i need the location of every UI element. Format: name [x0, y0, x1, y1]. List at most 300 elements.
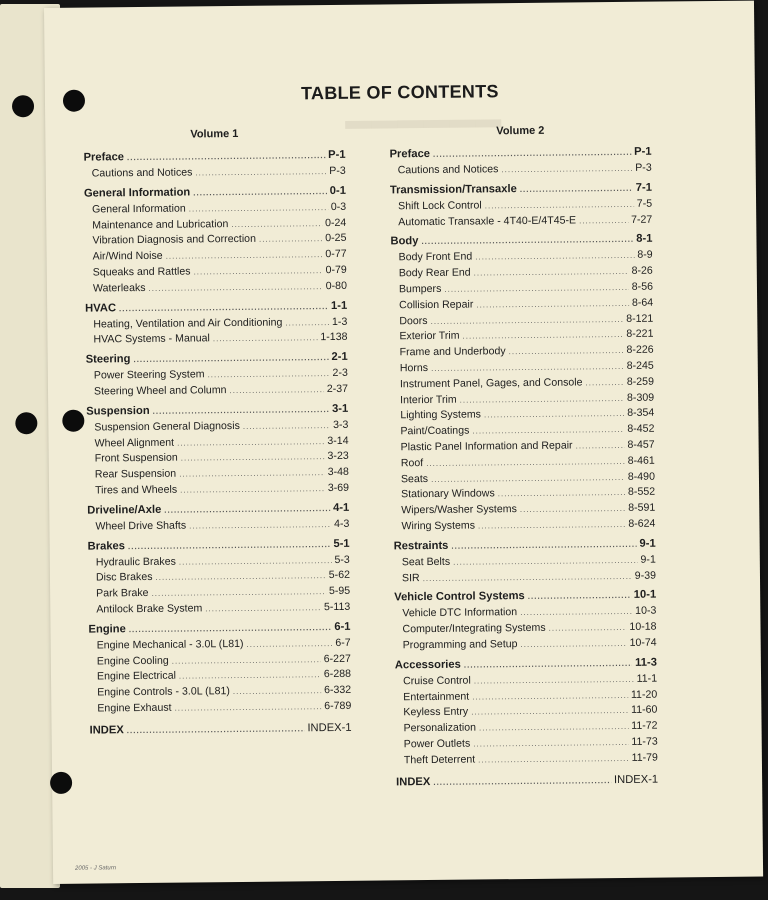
- entry-label: General Information: [83, 186, 191, 200]
- toc-entry: [395, 636, 657, 655]
- section-heading: [88, 535, 350, 555]
- page-number: 4-3: [334, 517, 350, 530]
- page-number: 6-789: [324, 699, 352, 713]
- leader-dots: [285, 316, 329, 331]
- leader-dots: [471, 704, 628, 720]
- page-number: 8-64: [631, 296, 654, 309]
- page-number: 6-332: [323, 683, 352, 697]
- binder-hole-1: [12, 95, 34, 117]
- entry-label: Wheel Drive Shafts: [95, 519, 187, 533]
- page-number: 8-461: [627, 454, 655, 467]
- entry-label: Antilock Brake System: [96, 602, 203, 616]
- leader-dots: [484, 407, 624, 423]
- entry-label: Seats: [400, 472, 429, 485]
- leader-dots: [585, 376, 623, 391]
- entry-label: Hydraulic Brakes: [95, 555, 176, 569]
- entry-label: Transmission/Transaxle: [389, 182, 517, 197]
- toc-entry: [86, 433, 348, 452]
- page-number: 1-1: [330, 299, 348, 312]
- entry-label: INDEX: [396, 775, 431, 788]
- toc-entry: [393, 517, 655, 536]
- entry-label: Cautions and Notices: [91, 166, 193, 180]
- page-number: 8-452: [627, 422, 655, 436]
- leader-dots: [498, 486, 625, 502]
- section-heading: [86, 401, 348, 421]
- leader-dots: [174, 700, 321, 716]
- entry-label: Shift Lock Control: [398, 199, 482, 213]
- show-through-shadow: ▬▬▬▬▬▬: [345, 103, 502, 135]
- leader-dots: [189, 518, 331, 534]
- toc-section-preface: [389, 144, 651, 180]
- leader-dots: [259, 232, 322, 247]
- toc-section-preface: [83, 147, 345, 183]
- toc-entry: [84, 164, 346, 183]
- entry-label: Power Outlets: [403, 737, 471, 751]
- toc-entry: [87, 517, 349, 536]
- entry-label: Plastic Panel Information and Repair: [400, 439, 573, 454]
- toc-entry: [393, 453, 655, 472]
- page-number: 6-7: [335, 636, 351, 649]
- page-number: INDEX-1: [307, 721, 352, 734]
- entry-label: Frame and Underbody: [399, 345, 506, 359]
- page-number: 3-14: [327, 434, 349, 447]
- toc-entry: [88, 600, 350, 619]
- page-number: 5-3: [334, 553, 350, 566]
- page-number: 2-3: [332, 367, 348, 380]
- entry-label: Engine Electrical: [96, 669, 176, 683]
- page-number: 6-1: [334, 620, 351, 633]
- entry-label: INDEX: [89, 723, 124, 737]
- entry-label: Doors: [399, 314, 428, 327]
- toc-entry: [89, 651, 351, 670]
- entry-label: Tires and Wheels: [94, 483, 178, 497]
- entry-label: HVAC: [85, 301, 117, 315]
- entry-label: Preface: [389, 147, 431, 161]
- entry-label: Instrument Panel, Gages, and Console: [399, 376, 583, 391]
- toc-section-body: [390, 231, 655, 535]
- leader-dots: [433, 772, 611, 792]
- entry-label: Accessories: [394, 658, 461, 672]
- toc-entry: [392, 343, 654, 362]
- leader-dots: [133, 350, 328, 368]
- toc-entry: [393, 469, 655, 488]
- entry-label: Lighting Systems: [400, 408, 482, 422]
- entry-label: HVAC Systems - Manual: [93, 332, 210, 346]
- toc-entry: [87, 449, 349, 468]
- leader-dots: [485, 198, 634, 214]
- toc-section-driveline-axle: [87, 500, 349, 536]
- toc-section-transmission-transaxle: [390, 179, 652, 230]
- leader-dots: [528, 588, 631, 605]
- leader-dots: [193, 264, 322, 280]
- binder-hole-5: [50, 772, 72, 794]
- section-heading: [394, 535, 656, 555]
- page-number: 8-490: [627, 470, 655, 483]
- leader-dots: [479, 720, 628, 736]
- volume-heading: Volume 2: [496, 124, 545, 138]
- leader-dots: [501, 162, 632, 178]
- entry-label: Suspension General Diagnosis: [94, 419, 240, 434]
- leader-dots: [164, 501, 330, 519]
- page-number: 0-25: [325, 232, 347, 245]
- toc-entry: [84, 215, 346, 234]
- toc-entry: [86, 418, 348, 437]
- entry-label: SIR: [401, 571, 420, 584]
- entry-label: Stationary Windows: [401, 487, 495, 501]
- entry-label: Body Front End: [398, 250, 473, 264]
- page-number: 1-138: [320, 331, 348, 344]
- leader-dots: [451, 537, 636, 555]
- toc-entry: [88, 552, 350, 571]
- volume-2-column: [389, 124, 658, 792]
- page-number: 5-62: [328, 569, 351, 582]
- page-number: 10-3: [635, 604, 657, 618]
- leader-dots: [473, 736, 628, 752]
- entry-label: Park Brake: [96, 587, 149, 600]
- page-number: 0-1: [329, 184, 346, 197]
- page-number: P-1: [634, 145, 652, 158]
- entry-label: General Information: [92, 202, 186, 216]
- page-number: P-1: [328, 148, 346, 162]
- page-number: 10-1: [633, 588, 657, 602]
- section-heading: [88, 619, 350, 639]
- page-number: 8-121: [626, 312, 654, 325]
- toc-section-engine: [88, 619, 351, 718]
- leader-dots: [128, 537, 331, 555]
- toc-entry: [395, 703, 657, 722]
- toc-entry: [88, 584, 350, 603]
- entry-label: Computer/Integrating Systems: [402, 621, 546, 636]
- page-number: 11-60: [631, 703, 658, 717]
- section-heading: [389, 144, 651, 164]
- leader-dots: [520, 637, 626, 653]
- toc-entry: [390, 212, 652, 231]
- toc-entry: [394, 604, 656, 623]
- binder-hole-4: [62, 410, 84, 432]
- toc-entry: [393, 485, 655, 504]
- entry-label: Suspension: [86, 404, 150, 418]
- page-number: P-3: [329, 164, 346, 178]
- toc-entry: [393, 501, 655, 520]
- leader-dots: [231, 217, 322, 233]
- leader-dots: [575, 439, 624, 454]
- page-number: 6-227: [323, 652, 351, 665]
- toc-entry: [392, 406, 654, 425]
- page-number: 8-9: [637, 249, 653, 262]
- leader-dots: [549, 621, 627, 637]
- page-number: 3-3: [333, 418, 349, 431]
- leader-dots: [155, 569, 325, 586]
- page-number: 5-95: [328, 584, 351, 598]
- entry-label: Body Rear End: [398, 266, 471, 280]
- entry-label: Exterior Trim: [399, 330, 460, 343]
- leader-dots: [180, 482, 325, 498]
- toc-entry: [393, 438, 655, 457]
- entry-label: Rear Suspension: [94, 467, 177, 481]
- page-number: 3-1: [331, 402, 349, 415]
- entry-label: Engine: [88, 622, 126, 636]
- toc-entry: [392, 422, 654, 441]
- section-heading: [84, 183, 346, 203]
- page-number: INDEX-1: [613, 773, 659, 786]
- section-heading: [85, 297, 347, 317]
- section-heading: [395, 654, 657, 674]
- toc-entry: [89, 699, 351, 718]
- leader-dots: [127, 148, 325, 166]
- leader-dots: [233, 684, 321, 700]
- entry-label: Personalization: [403, 721, 477, 735]
- entry-label: Squeaks and Rattles: [92, 265, 191, 279]
- binder-hole-3: [15, 412, 37, 434]
- leader-dots: [151, 585, 326, 602]
- leader-dots: [474, 673, 634, 689]
- leader-dots: [229, 383, 323, 399]
- page-number: 0-24: [324, 216, 347, 229]
- page-footer: 2005 - J Saturn: [74, 865, 117, 872]
- toc-entry: [86, 366, 348, 385]
- leader-dots: [177, 435, 324, 451]
- leader-dots: [472, 688, 628, 704]
- page-number: 8-354: [627, 406, 655, 420]
- index-entry: [396, 770, 658, 792]
- leader-dots: [246, 637, 332, 653]
- page-number: 8-56: [631, 280, 654, 293]
- entry-label: Engine Cooling: [96, 654, 169, 668]
- page-number: 9-1: [639, 537, 656, 550]
- page-number: 7-1: [635, 181, 652, 194]
- leader-dots: [579, 213, 628, 228]
- toc-entry: [391, 280, 653, 299]
- toc-entry: [396, 750, 658, 769]
- entry-label: Wiring Systems: [401, 519, 476, 533]
- toc-entry: [391, 327, 653, 346]
- entry-label: Brakes: [87, 539, 126, 553]
- entry-label: Vehicle Control Systems: [394, 590, 525, 604]
- page-number: 0-80: [325, 279, 347, 292]
- toc-entry: [85, 279, 347, 298]
- toc-section-restraints: [394, 535, 656, 586]
- entry-label: Programming and Setup: [402, 637, 518, 652]
- toc-entry: [391, 264, 653, 283]
- section-heading: [390, 179, 652, 199]
- page-number: 11-73: [631, 735, 658, 748]
- page-number: 8-26: [631, 264, 653, 278]
- entry-label: Bumpers: [398, 282, 442, 296]
- leader-dots: [475, 249, 634, 265]
- toc-section-hvac: [85, 297, 347, 348]
- entry-label: Keyless Entry: [403, 705, 469, 719]
- leader-dots: [179, 466, 325, 482]
- entry-label: Theft Deterrent: [403, 753, 476, 766]
- entry-label: Engine Exhaust: [97, 701, 172, 715]
- page-number: 2-37: [326, 382, 349, 396]
- toc-entry: [84, 231, 346, 250]
- leader-dots: [179, 668, 321, 684]
- entry-label: Air/Wind Noise: [92, 249, 163, 263]
- page-title: TABLE OF CONTENTS: [300, 81, 499, 104]
- toc-entry: [394, 552, 656, 571]
- leader-dots: [453, 554, 638, 571]
- leader-dots: [464, 656, 632, 674]
- leader-dots: [195, 165, 326, 181]
- page-number: 8-1: [636, 233, 653, 246]
- entry-label: Heating, Ventilation and Air Conditioning: [93, 316, 283, 331]
- toc-entry: [395, 671, 657, 690]
- leader-dots: [205, 601, 321, 617]
- entry-label: Automatic Transaxle - 4T40-E/4T45-E: [398, 214, 577, 228]
- toc-entry: [89, 683, 351, 702]
- entry-label: Collision Repair: [399, 298, 474, 312]
- toc-entry: [394, 568, 656, 587]
- page-number: 11-20: [630, 688, 658, 701]
- page-number: 5-1: [333, 537, 350, 550]
- toc-entry: [390, 196, 652, 215]
- leader-dots: [148, 280, 322, 297]
- leader-dots: [478, 518, 625, 534]
- page-number: 8-457: [627, 438, 655, 451]
- toc-entry: [89, 636, 351, 655]
- toc-entry: [85, 330, 347, 349]
- page-number: 3-23: [327, 450, 349, 463]
- entry-label: Restraints: [393, 539, 449, 553]
- entry-label: Horns: [399, 361, 429, 375]
- page-number: 8-309: [626, 391, 655, 404]
- page-number: 11-1: [636, 672, 658, 685]
- leader-dots: [431, 470, 625, 487]
- leader-dots: [433, 145, 631, 163]
- leader-dots: [181, 450, 325, 466]
- leader-dots: [423, 569, 632, 586]
- toc-entry: [392, 390, 654, 409]
- toc-section-suspension: [86, 401, 349, 500]
- page-number: 0-77: [325, 248, 347, 261]
- entry-label: Waterleaks: [92, 281, 146, 295]
- leader-dots: [462, 328, 623, 344]
- toc-entry: [391, 311, 653, 330]
- entry-label: Engine Mechanical - 3.0L (L81): [96, 637, 244, 652]
- page-number: 9-39: [634, 569, 657, 582]
- entry-label: Steering: [85, 353, 131, 366]
- entry-label: Engine Controls - 3.0L (L81): [97, 685, 230, 699]
- toc-entry: [85, 247, 347, 266]
- volume-heading: Volume 1: [190, 127, 239, 141]
- page-number: 10-18: [629, 620, 657, 634]
- leader-dots: [243, 419, 330, 435]
- toc-entry: [87, 481, 349, 500]
- toc-section-vehicle-control-systems: [394, 587, 657, 654]
- toc-entry: [89, 667, 351, 686]
- page-number: 7-27: [630, 213, 653, 226]
- page-number: 11-79: [631, 751, 658, 764]
- section-heading: [83, 147, 345, 167]
- section-heading: [390, 231, 652, 251]
- toc-entry: [392, 374, 654, 393]
- leader-dots: [520, 181, 633, 198]
- leader-dots: [213, 332, 318, 348]
- toc-section-brakes: [88, 535, 351, 618]
- leader-dots: [127, 720, 305, 740]
- entry-label: Entertainment: [403, 690, 470, 703]
- page-number: 3-48: [327, 465, 349, 479]
- leader-dots: [166, 248, 323, 264]
- index-entry: [89, 719, 351, 741]
- page-number: 8-591: [628, 501, 656, 515]
- leader-dots: [172, 653, 321, 669]
- section-heading: [87, 500, 349, 520]
- toc-entry: [396, 735, 658, 754]
- entry-label: Preface: [83, 151, 125, 164]
- leader-dots: [207, 367, 329, 383]
- toc-entry: [390, 161, 652, 180]
- entry-label: Power Steering System: [93, 368, 205, 382]
- entry-label: Vehicle DTC Information: [402, 606, 518, 620]
- toc-entry: [394, 620, 656, 639]
- page-number: 0-79: [325, 263, 347, 277]
- page-number: 2-1: [331, 351, 348, 364]
- page-number: 10-74: [629, 636, 657, 649]
- page-number: 5-113: [323, 600, 351, 614]
- page-number: 6-288: [323, 668, 352, 681]
- page-number: 8-552: [627, 485, 656, 499]
- volume-1-column: [83, 127, 351, 740]
- toc-entry: [395, 719, 657, 738]
- leader-dots: [119, 299, 328, 317]
- leader-dots: [129, 620, 332, 638]
- leader-dots: [444, 281, 629, 298]
- leader-dots: [179, 554, 332, 570]
- page-number: 3-69: [327, 481, 350, 495]
- page-number: 4-1: [333, 501, 350, 514]
- leader-dots: [520, 605, 632, 621]
- leader-dots: [520, 502, 625, 518]
- page-number: 11-3: [635, 656, 657, 669]
- entry-label: Driveline/Axle: [87, 503, 162, 517]
- leader-dots: [474, 265, 629, 281]
- page-number: 8-624: [628, 517, 656, 530]
- toc-section-general-information: [84, 183, 347, 298]
- page-number: 0-3: [330, 200, 347, 213]
- entry-label: Disc Brakes: [95, 571, 153, 584]
- entry-label: Cautions and Notices: [397, 163, 499, 177]
- page-number: 1-3: [331, 315, 348, 328]
- leader-dots: [430, 313, 623, 330]
- page-number: P-3: [635, 161, 652, 174]
- leader-dots: [153, 402, 330, 420]
- page-number: 7-5: [636, 197, 653, 210]
- entry-label: Steering Wheel and Column: [93, 384, 227, 398]
- page-number: 8-259: [626, 375, 655, 388]
- page-number: 9-1: [640, 553, 656, 566]
- toc-entry: [391, 248, 653, 267]
- leader-dots: [189, 201, 328, 217]
- toc-entry: [392, 359, 654, 378]
- page-number: 11-72: [631, 719, 658, 732]
- page-number: 8-221: [626, 328, 654, 341]
- leader-dots: [421, 232, 633, 250]
- leader-dots: [426, 455, 625, 472]
- entry-label: Roof: [400, 456, 424, 470]
- entry-label: Seat Belts: [401, 555, 451, 569]
- page-number: 8-226: [626, 343, 654, 357]
- leader-dots: [460, 392, 625, 409]
- toc-entry: [87, 465, 349, 484]
- entry-label: Wipers/Washer Systems: [401, 503, 517, 517]
- entry-label: Cruise Control: [403, 674, 471, 687]
- entry-label: Wheel Alignment: [94, 436, 175, 450]
- toc-entry: [85, 314, 347, 333]
- toc-entry: [86, 382, 348, 401]
- leader-dots: [476, 297, 629, 313]
